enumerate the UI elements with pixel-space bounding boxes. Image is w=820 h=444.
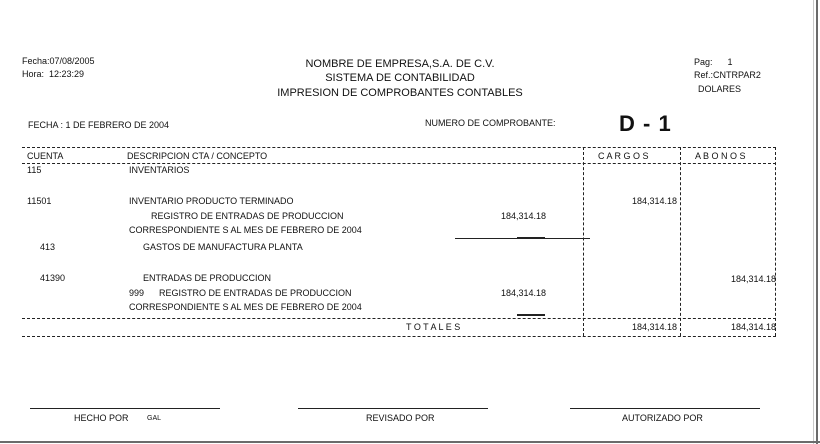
table-row-concept: REGISTRO DE ENTRADAS DE PRODUCCION	[159, 288, 352, 298]
voucher-number-label: NUMERO DE COMPROBANTE:	[425, 118, 556, 128]
table-body-bottom-border	[22, 318, 776, 319]
window-edge	[816, 0, 818, 444]
cargos-column-divider	[583, 147, 584, 336]
signature-revisado-label: REVISADO POR	[366, 413, 435, 423]
table-row-partial: 184,314.18	[500, 288, 546, 298]
table-row-abono: 184,314.18	[730, 274, 776, 284]
print-date: Fecha:07/08/2005	[22, 56, 95, 66]
table-top-border	[22, 147, 776, 148]
column-header-descripcion: DESCRIPCION CTA / CONCEPTO	[127, 151, 268, 161]
signature-hecho-value: GAL	[147, 415, 162, 422]
table-row-partial: 184,314.18	[500, 211, 546, 221]
signature-hecho-label: HECHO POR	[74, 413, 129, 423]
system-name: SISTEMA DE CONTABILIDAD	[325, 72, 475, 84]
totals-cargos: 184,314.18	[631, 322, 677, 332]
report-title: IMPRESION DE COMPROBANTES CONTABLES	[277, 87, 523, 99]
table-row-account: 11501	[27, 196, 52, 206]
table-bottom-border	[22, 336, 776, 337]
table-row-description: ENTRADAS DE PRODUCCION	[143, 273, 272, 283]
page-number: Pag: 1	[694, 57, 733, 67]
table-row-code: 999	[129, 288, 145, 298]
table-row-cargo: 184,314.18	[631, 196, 677, 206]
signature-line-hecho	[30, 408, 220, 409]
company-name: NOMBRE DE EMPRESA,S.A. DE C.V.	[305, 58, 495, 70]
signature-line-autorizado	[570, 408, 760, 409]
table-row-concept: CORRESPONDIENTE S AL MES DE FEBRERO DE 2004	[129, 225, 362, 235]
column-header-cargos: C A R G O S	[598, 151, 649, 161]
totals-label: T O T A L E S	[406, 322, 461, 332]
table-row-account: 115	[27, 165, 42, 175]
signature-line-revisado	[298, 408, 488, 409]
column-header-abonos: A B O N O S	[695, 151, 746, 161]
column-header-cuenta: CUENTA	[27, 151, 64, 161]
currency-label: DOLARES	[698, 84, 742, 94]
voucher-number: D - 1	[619, 111, 672, 136]
table-header-border	[22, 163, 776, 164]
totals-abonos: 184,314.18	[730, 322, 776, 332]
table-row-description: GASTOS DE MANUFACTURA PLANTA	[143, 242, 303, 252]
signature-autorizado-label: AUTORIZADO POR	[622, 413, 703, 423]
table-row-description: INVENTARIOS	[129, 165, 190, 175]
subtotal-underline-mark	[517, 314, 545, 316]
report-ref: Ref.:CNTRPAR2	[694, 70, 761, 80]
print-time: Hora: 12:23:29	[22, 69, 85, 79]
table-row-description: INVENTARIO PRODUCTO TERMINADO	[129, 196, 294, 206]
window-edge-bottom	[0, 441, 820, 443]
abonos-column-divider	[680, 147, 681, 336]
table-row-concept: CORRESPONDIENTE S AL MES DE FEBRERO DE 2004	[129, 302, 362, 312]
table-row-concept: REGISTRO DE ENTRADAS DE PRODUCCION	[151, 211, 344, 221]
table-right-border	[775, 147, 776, 336]
subtotal-underline-mark	[517, 237, 545, 239]
table-row-account: 413	[40, 242, 56, 252]
voucher-date: FECHA : 1 DE FEBRERO DE 2004	[28, 120, 170, 130]
table-row-account: 41390	[40, 273, 66, 283]
window-edge-inner	[813, 0, 814, 444]
